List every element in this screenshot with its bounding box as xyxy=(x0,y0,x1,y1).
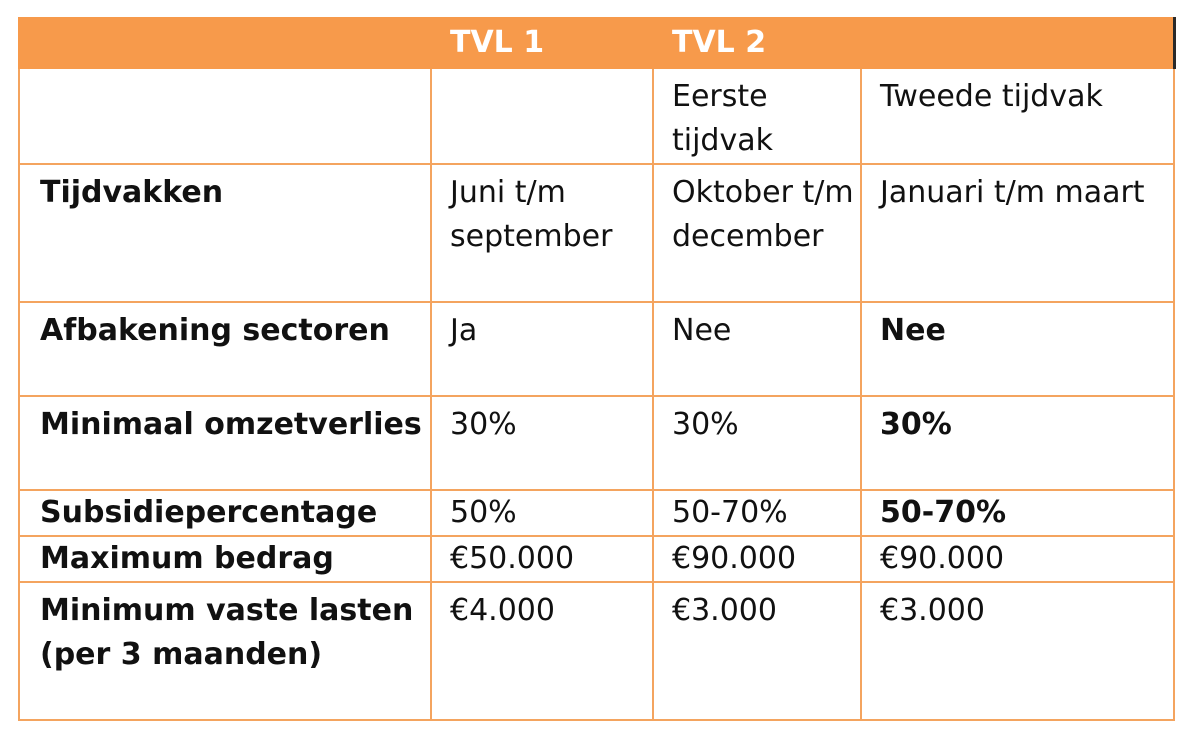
cell-tvl2-eerste: 50-70% xyxy=(653,490,861,536)
cell-tvl2-eerste: €90.000 xyxy=(653,536,861,582)
cell-tvl2-tweede: Januari t/m maart xyxy=(861,164,1174,302)
header-empty-cell-right xyxy=(861,18,1174,68)
subheader-row xyxy=(19,68,1174,164)
cell-tvl2-eerste: Oktober t/m december xyxy=(653,164,861,302)
cell-tvl1: 30% xyxy=(431,396,653,490)
cell-tvl2-tweede: €3.000 xyxy=(861,582,1174,720)
cell-tvl2-eerste: €3.000 xyxy=(653,582,861,720)
cell-tvl1: €50.000 xyxy=(431,536,653,582)
row-label-vaste-lasten: Minimum vaste lasten (per 3 maanden) xyxy=(19,582,431,720)
table-row xyxy=(19,164,1174,302)
table-row xyxy=(19,396,1174,490)
header-tvl2: TVL 2 xyxy=(653,18,861,68)
subheader-empty-cell xyxy=(19,68,431,164)
cell-tvl2-tweede: 30% xyxy=(861,396,1174,490)
table-header-row xyxy=(19,18,1174,68)
cell-tvl2-tweede: €90.000 xyxy=(861,536,1174,582)
subheader-tweede-tijdvak: Tweede tijdvak xyxy=(861,68,1174,164)
table-row xyxy=(19,582,1174,720)
cell-tvl1: €4.000 xyxy=(431,582,653,720)
tvl-comparison-table xyxy=(18,17,1176,721)
row-label-omzetverlies: Minimaal omzetverlies xyxy=(19,396,431,490)
cell-tvl2-tweede: 50-70% xyxy=(861,490,1174,536)
table-row xyxy=(19,536,1174,582)
cell-tvl2-tweede: Nee xyxy=(861,302,1174,396)
cell-tvl1: Ja xyxy=(431,302,653,396)
row-label-maximum-bedrag: Maximum bedrag xyxy=(19,536,431,582)
subheader-empty-cell-tvl1 xyxy=(431,68,653,164)
cell-tvl2-eerste: 30% xyxy=(653,396,861,490)
table-row xyxy=(19,490,1174,536)
header-tvl1: TVL 1 xyxy=(431,18,653,68)
subheader-eerste-tijdvak: Eerste tijdvak xyxy=(653,68,861,164)
cell-tvl2-eerste: Nee xyxy=(653,302,861,396)
header-empty-cell xyxy=(19,18,431,68)
cell-tvl1: 50% xyxy=(431,490,653,536)
row-label-tijdvakken: Tijdvakken xyxy=(19,164,431,302)
row-label-subsidiepercentage: Subsidiepercentage xyxy=(19,490,431,536)
table-row xyxy=(19,302,1174,396)
cell-tvl1: Juni t/m september xyxy=(431,164,653,302)
row-label-afbakening: Afbakening sectoren xyxy=(19,302,431,396)
